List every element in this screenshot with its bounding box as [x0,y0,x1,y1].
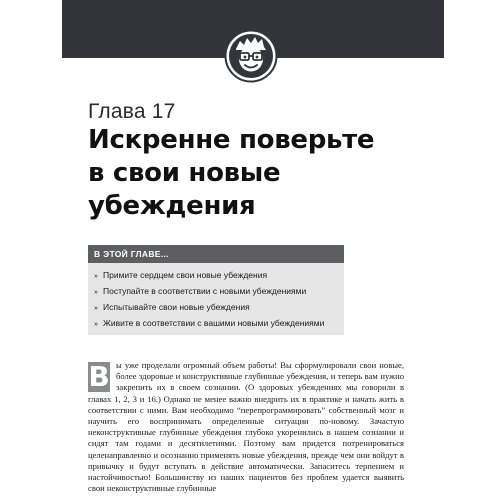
list-item [94,283,338,299]
dummies-guy-icon [224,29,278,83]
chapter-title-line: в свои новые [88,158,281,188]
body-paragraph: ы уже проделали огромный объем работы! Вы сформулировали свои новые, более здоровые и конструктивные глубинные убеждения, и теперь вам нужно закрепить их в своем сознании. (О здоровых убеждениях мы говорили в главах 1, 2, 3 и 16.) Однако не менее важно внедрить их в практике и начать жить в соответствии с ними. Вам необходимо “перепрограммировать” собственный мозг и научить его воспринимать определенные ситуации по-новому. Зачастую неконструктивные глубинные убеждения глубоко укоренились в нашем сознании и сидят там годами и десятилетиями. Поэтому вам придется потренироваться целенаправленно и осознанно применять новые убеждения, прежде чем они войдут в привычку и будут вступать в действие автоматически. Запаситесь терпением и настойчивостью! Большинству из наших пациентов без проблем удается выявить свои неконструктивные глубинные [88,360,404,494]
list-item-text: Примите сердцем свои новые убеждения [103,270,268,280]
bullet-icon: » [94,289,98,296]
chapter-title-line: Искренне поверьте [88,125,375,155]
in-this-chapter-box [88,245,344,335]
bullet-icon: » [94,305,98,312]
list-item [94,315,338,331]
list-item-text: Живите в соответствии с вашими новыми убеждениями [103,318,325,328]
bullet-icon: » [94,321,98,328]
in-this-chapter-heading: В ЭТОЙ ГЛАВЕ... [88,245,344,263]
list-item [94,299,338,315]
chapter-title-line: убеждения [88,191,256,221]
drop-cap: В [88,360,110,393]
list-item [94,267,338,283]
body-text-block [88,360,404,500]
list-item-text: Поступайте в соответствии с новыми убеждениями [103,286,307,296]
list-item-text: Испытывайте свои новые убеждения [103,302,250,312]
bullet-icon: » [94,273,98,280]
chapter-number: Глава 17 [88,100,176,123]
in-this-chapter-list [88,263,344,335]
chapter-title [88,124,418,223]
